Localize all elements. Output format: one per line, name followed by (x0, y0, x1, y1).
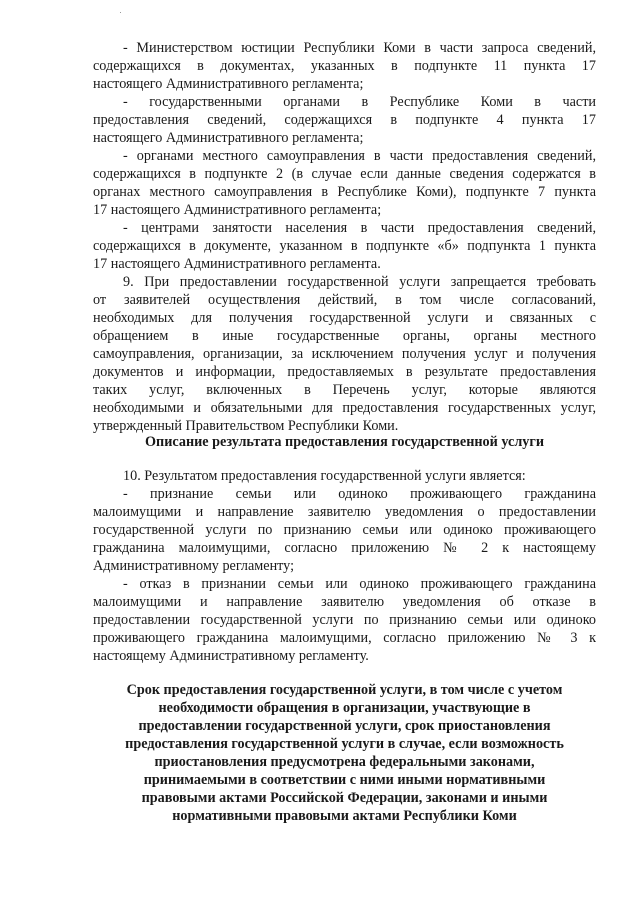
heading-line: приостановления предусмотрена федеральными законами, (154, 754, 535, 770)
text-line: необходимых для получения государственной услуги и связанных с (93, 310, 596, 326)
text-line: таких услуг, включенных в Перечень услуг, которые являются (93, 382, 596, 398)
text-line: малоимущими и направление заявителю уведомления о предоставлении (93, 504, 596, 520)
heading-line: предоставления государственной услуги в случае, если возможность (125, 736, 564, 752)
text-line: содержащихся в документах, указанных в подпункте 11 пункта 17 (93, 58, 596, 74)
text-line: необходимыми и обязательными для предоставления государственных услуг, (93, 400, 596, 416)
text-line: малоимущими и направление заявителю уведомления об отказе в (93, 594, 596, 610)
text-line: - центрами занятости населения в части предоставления сведений, (123, 220, 596, 236)
text-line: органах местного самоуправления в Республике Коми), подпункте 7 пункта (93, 184, 596, 200)
text-line: 17 настоящего Административного регламента; (93, 202, 382, 218)
text-line: - признание семьи или одиноко проживающего гражданина (123, 486, 596, 502)
text-line: утвержденный Правительством Республики Коми. (93, 418, 399, 434)
text-line: от заявителей осуществления действий, в том числе согласований, (93, 292, 596, 308)
text-line: самоуправления, организации, за исключением получения услуг и получения (93, 346, 596, 362)
text-line: настоящего Административного регламента; (93, 76, 364, 92)
heading-line: необходимости обращения в организации, участвующие в (158, 700, 531, 716)
text-line: настоящего Административного регламента; (93, 130, 364, 146)
text-line: - отказ в признании семьи или одиноко проживающего гражданина (123, 576, 596, 592)
heading-line: предоставлении государственной услуги, срок приостановления (138, 718, 551, 734)
text-line: проживающего гражданина малоимущими, согласно приложению № 3 к (93, 630, 596, 646)
text-line: гражданина малоимущими, согласно приложению № 2 к настоящему (93, 540, 596, 556)
text-line: содержащихся в документе, указанном в подпункте «б» подпункта 1 пункта (93, 238, 596, 254)
scan-speck (120, 12, 121, 13)
heading-line: нормативными правовыми актами Республики Коми (172, 808, 517, 824)
text-line: документов и информации, предоставляемых в результате предоставления (93, 364, 596, 380)
text-line: предоставления сведений, содержащихся в подпункте 4 пункта 17 (93, 112, 596, 128)
text-line: - государственными органами в Республике Коми в части (123, 94, 596, 110)
text-line: Административному регламенту; (93, 558, 295, 574)
text-line: государственной услуги по признанию семьи или одиноко проживающего (93, 522, 596, 538)
heading-line: Срок предоставления государственной услуги, в том числе с учетом (126, 682, 563, 698)
text-line: 9. При предоставлении государственной услуги запрещается требовать (123, 274, 596, 290)
text-line: - органами местного самоуправления в части предоставления сведений, (123, 148, 596, 164)
heading-line: правовыми актами Российской Федерации, законами и иными (141, 790, 548, 806)
text-line: содержащихся в подпункте 2 (в случае если данные сведения содержатся в (93, 166, 596, 182)
heading-line: принимаемыми в соответствии с ними иными нормативными (143, 772, 546, 788)
text-line: - Министерством юстиции Республики Коми в части запроса сведений, (123, 40, 596, 56)
text-line: настоящему Административному регламенту. (93, 648, 369, 664)
text-line: 17 настоящего Административного регламента. (93, 256, 381, 272)
text-line: 10. Результатом предоставления государственной услуги является: (123, 468, 526, 484)
text-line: предоставлении государственной услуги по признанию семьи или одиноко (93, 612, 596, 628)
section-heading-result: Описание результата предоставления государственной услуги (145, 434, 544, 450)
text-line: обращением в иные государственные органы, органы местного (93, 328, 596, 344)
